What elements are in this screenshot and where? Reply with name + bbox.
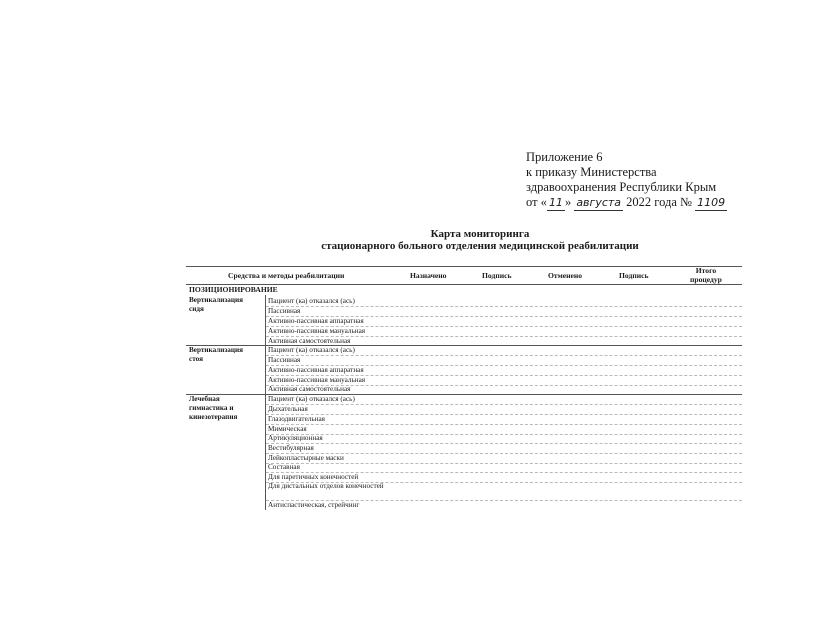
table-row: Активно-пассивная аппаратная xyxy=(268,366,364,374)
table-row: Активная самостоятельная xyxy=(268,385,351,393)
table-row: Для паретичных конечностей xyxy=(268,473,359,481)
section-positioning: ПОЗИЦИОНИРОВАНИЕ xyxy=(189,285,278,294)
header-total-line-2: процедур xyxy=(690,275,722,284)
appendix-date-line xyxy=(526,195,727,211)
appendix-line-2: к приказу Министерства xyxy=(526,165,657,179)
table-row: Составная xyxy=(268,463,300,471)
table-row: Активно-пассивная аппаратная xyxy=(268,317,364,325)
table-row: Активная самостоятельная xyxy=(268,337,351,345)
table-row: Вестибулярная xyxy=(268,444,314,452)
table-row: Глазодвигательная xyxy=(268,415,325,423)
table-top-rule xyxy=(186,266,742,267)
table-row: Пассивная xyxy=(268,356,301,364)
table-row: Пассивная xyxy=(268,307,301,315)
group-standing-verticalization: Вертикализация стоя xyxy=(189,346,244,363)
document-subtitle: стационарного больного отделения медицинской реабилитации xyxy=(321,240,639,252)
table-row: Активно-пассивная мануальная xyxy=(268,376,366,384)
table-row: Активно-пассивная мануальная xyxy=(268,327,366,335)
date-prefix: от « xyxy=(526,195,547,209)
appendix-line-1: Приложение 6 xyxy=(526,150,603,164)
header-signature-1: Подпись xyxy=(482,271,512,280)
header-methods: Средства и методы реабилитации xyxy=(228,271,345,280)
header-total-line-1: Итого xyxy=(695,266,717,275)
group-sitting-verticalization: Вертикализация сидя xyxy=(189,296,244,313)
table-row: Артикуляционная xyxy=(268,434,323,442)
date-mid: » xyxy=(564,195,572,209)
appendix-block xyxy=(526,150,727,211)
header-total xyxy=(690,266,722,284)
group-divider-line xyxy=(265,295,266,510)
year-text: 2022 года № xyxy=(626,195,692,209)
group-exercise-therapy: Лечебная гимнастика и кинезотерапия xyxy=(189,395,238,421)
table-row: Лейкопластырные маски xyxy=(268,454,344,462)
document-title: Карта мониторинга xyxy=(430,228,530,240)
table-row: Мимическая xyxy=(268,425,307,433)
header-assigned: Назначено xyxy=(410,271,447,280)
handwritten-month: августа xyxy=(576,196,622,209)
handwritten-day: 11 xyxy=(548,196,563,209)
table-row: Для дистальных отделов конечностей xyxy=(268,482,384,490)
header-cancelled: Отменено xyxy=(548,271,583,280)
handwritten-order-number: 1109 xyxy=(697,196,726,209)
table-row: Дыхательная xyxy=(268,405,308,413)
table-row: Пациент (ка) отказался (ась) xyxy=(268,395,355,403)
appendix-line-3: здравоохранения Республики Крым xyxy=(526,180,717,194)
header-signature-2: Подпись xyxy=(619,271,649,280)
table-row: Пациент (ка) отказался (ась) xyxy=(268,346,355,354)
table-row: Пациент (ка) отказался (ась) xyxy=(268,297,355,305)
table-row: Антиспастическая, стрейчинг xyxy=(268,501,360,509)
